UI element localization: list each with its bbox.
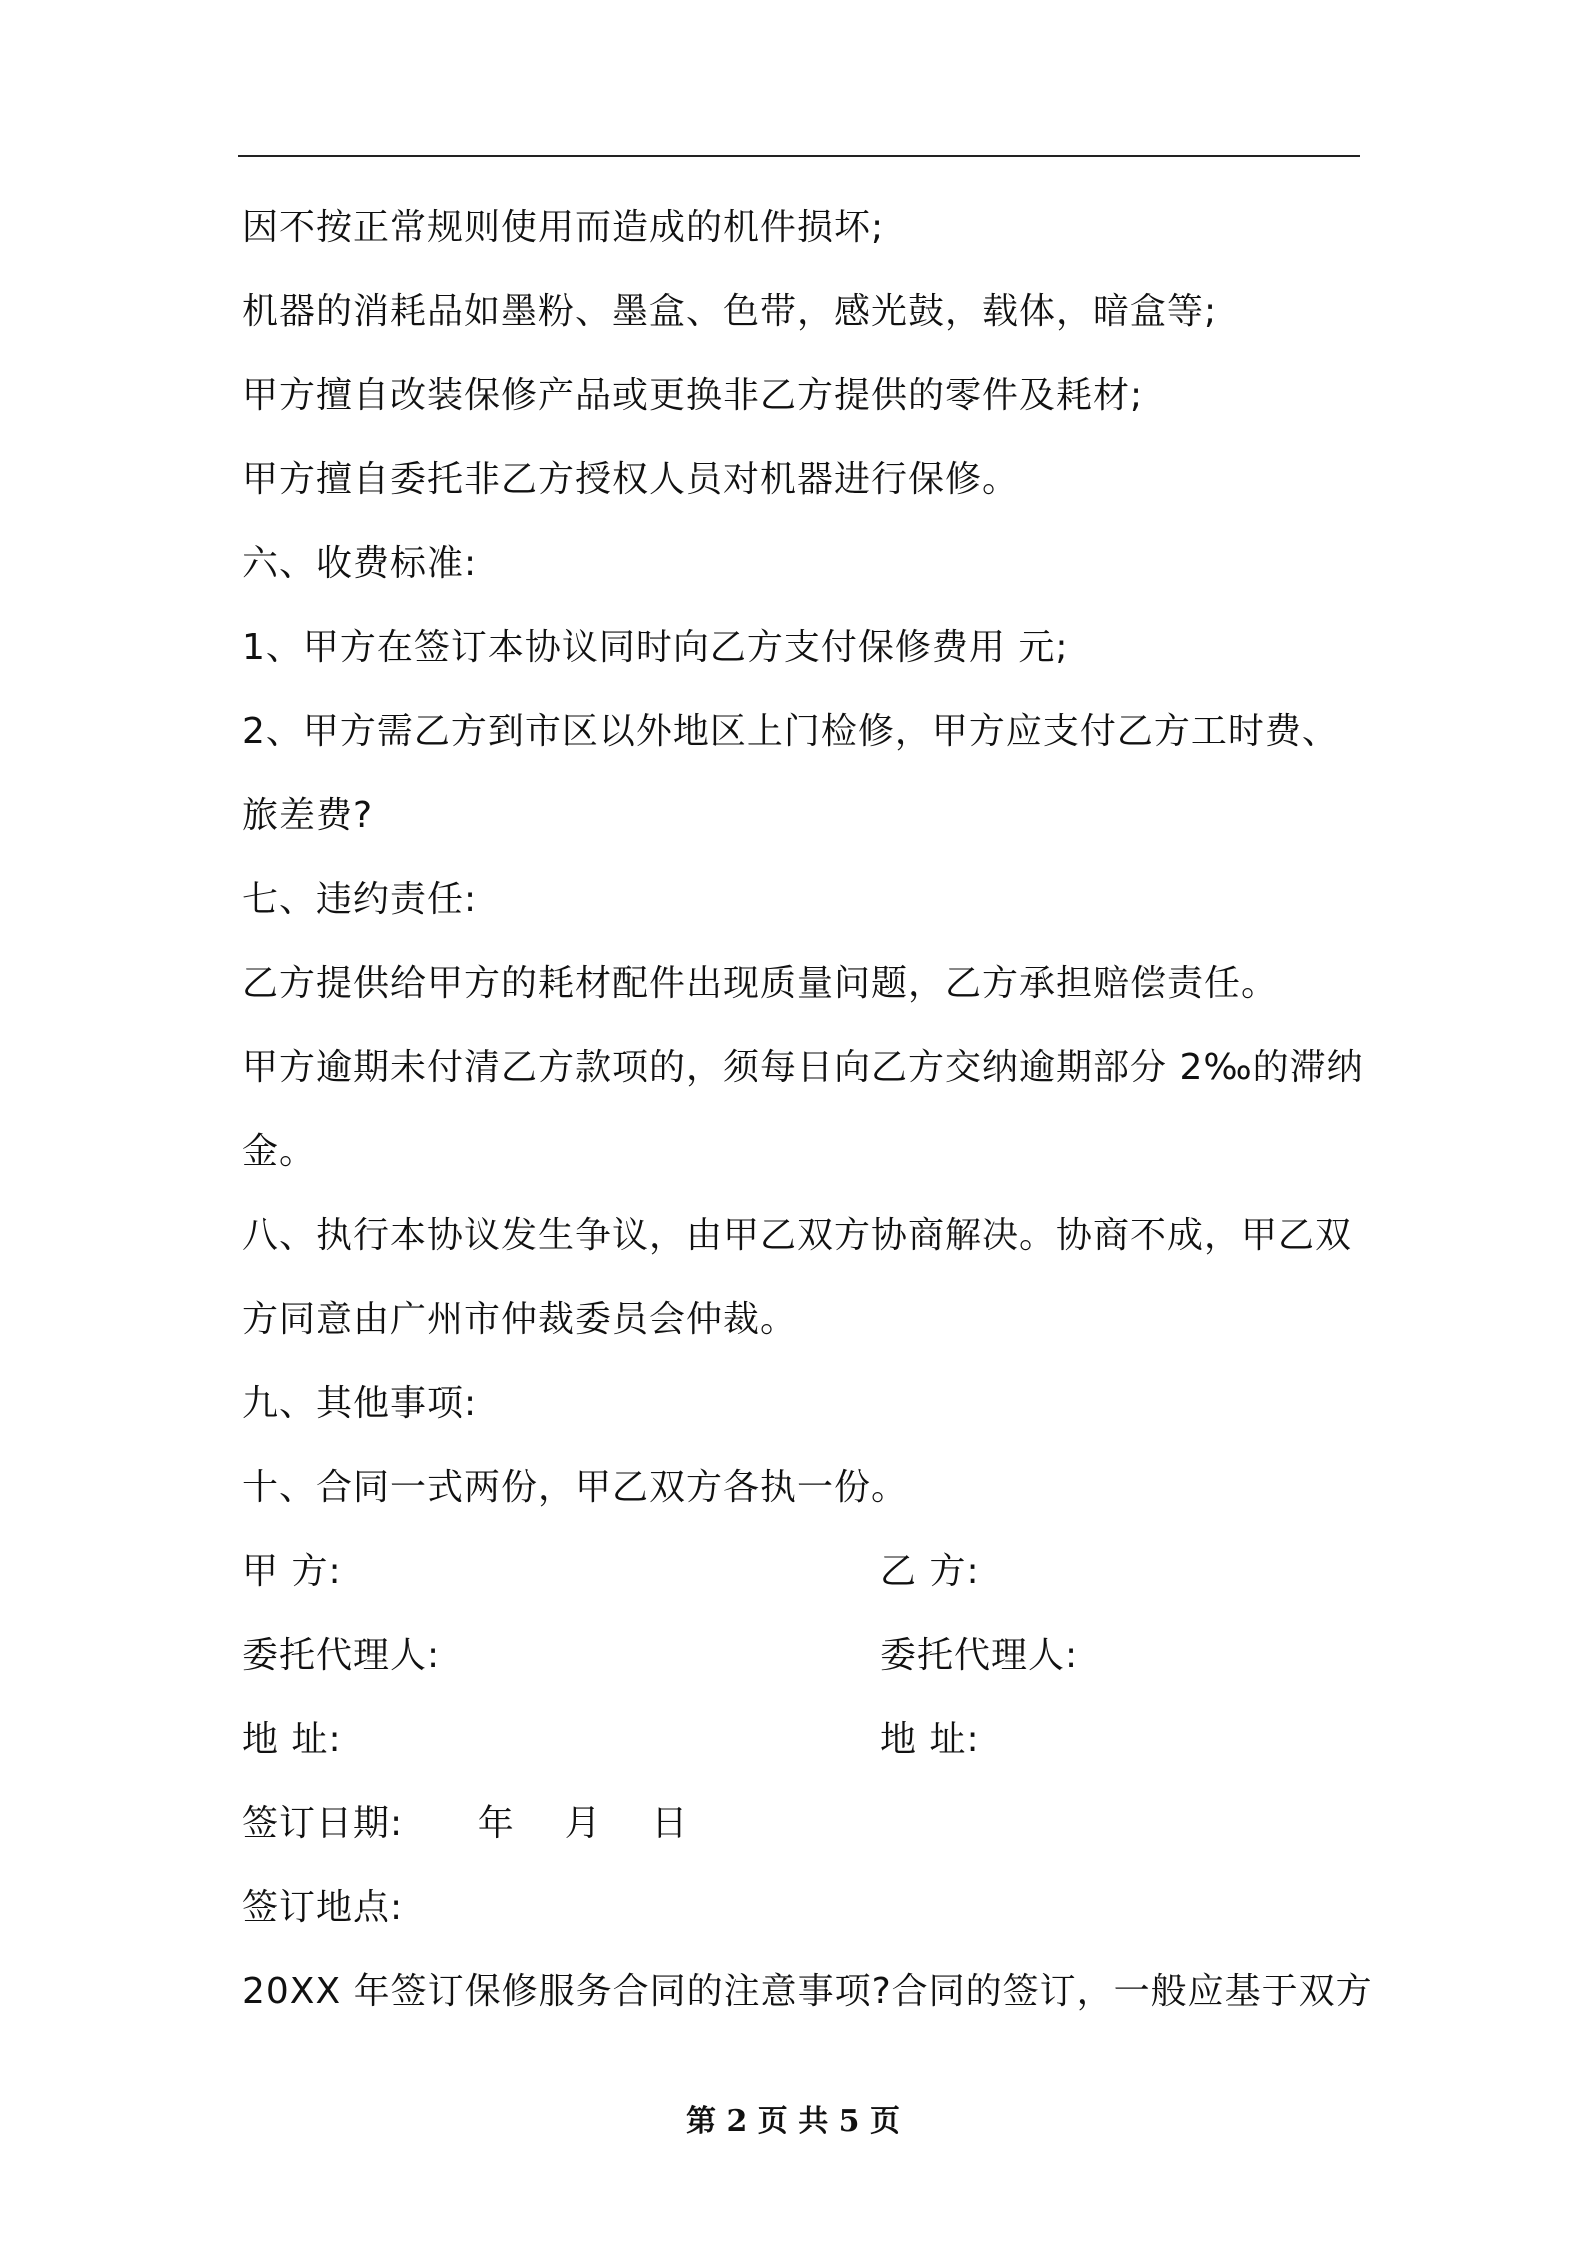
fee-item-1: 1、甲方在签订本协议同时向乙方支付保修费用 元; [242, 627, 1069, 668]
sign-date-label: 签订日期: 年 月 日 [242, 1803, 689, 1844]
clause-line-2: 机器的消耗品如墨粉、墨盒、色带，感光鼓，载体，暗盒等; [242, 291, 1218, 332]
copies-clause: 十、合同一式两份，甲乙双方各执一份。 [242, 1467, 909, 1508]
closing-line: 20XX 年签订保修服务合同的注意事项?合同的签订，一般应基于双方 [242, 1971, 1373, 2012]
clause-line-1: 因不按正常规则使用而造成的机件损坏; [242, 207, 885, 248]
dispute-clause: 八、执行本协议发生争议，由甲乙双方协商解决。协商不成，甲乙双 [242, 1215, 1353, 1256]
agent-b-label: 委托代理人: [880, 1635, 1079, 1676]
liability-line-1: 乙方提供给甲方的耗材配件出现质量问题，乙方承担赔偿责任。 [242, 963, 1279, 1004]
agent-a-label: 委托代理人: [242, 1635, 441, 1676]
section-heading-liability: 七、违约责任: [242, 879, 478, 920]
address-a-label: 地 址: [242, 1719, 342, 1760]
party-b-label: 乙 方: [880, 1551, 980, 1592]
section-heading-fees: 六、收费标准: [242, 543, 478, 584]
fee-item-2-cont: 旅差费? [242, 795, 374, 836]
page-footer: 第 2 页 共 5 页 [686, 2104, 900, 2139]
header-rule [238, 155, 1360, 157]
party-a-label: 甲 方: [242, 1551, 342, 1592]
address-b-label: 地 址: [880, 1719, 980, 1760]
liability-line-2: 甲方逾期未付清乙方款项的，须每日向乙方交纳逾期部分 2‰的滞纳 [242, 1047, 1364, 1088]
sign-place-label: 签订地点: [242, 1887, 404, 1928]
liability-line-2-cont: 金。 [242, 1131, 317, 1172]
clause-line-4: 甲方擅自委托非乙方授权人员对机器进行保修。 [242, 459, 1020, 500]
section-heading-other: 九、其他事项: [242, 1383, 478, 1424]
clause-line-3: 甲方擅自改装保修产品或更换非乙方提供的零件及耗材; [242, 375, 1144, 416]
fee-item-2: 2、甲方需乙方到市区以外地区上门检修，甲方应支付乙方工时费、 [242, 711, 1339, 752]
dispute-clause-cont: 方同意由广州市仲裁委员会仲裁。 [242, 1299, 798, 1340]
